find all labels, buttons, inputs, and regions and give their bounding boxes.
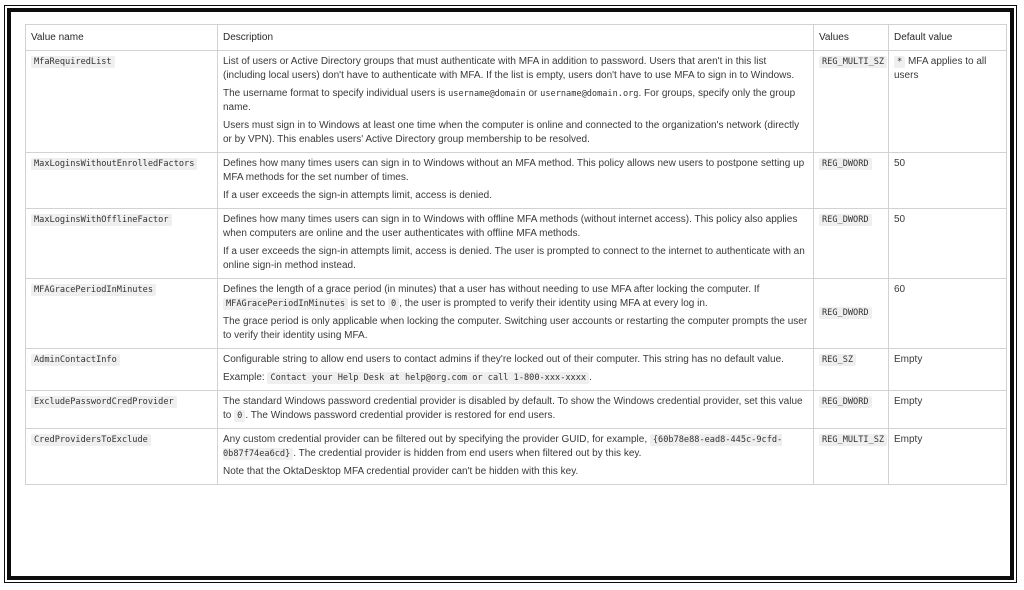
description-text: Users must sign in to Windows at least one time when the computer is online and connected to the organization's network (directly or by VPN). This enables users' Active Directory group membership to be resolved. (223, 120, 800, 145)
value-type-cell (814, 153, 889, 209)
value-type: REG_MULTI_SZ (819, 56, 887, 68)
description-text: List of users or Active Directory groups that must authenticate with MFA in addition to password. Users that aren't in this list (including local users) don't have to authenticate with MFA. If the list is empty, users don't have to use MFA to sign in to Windows. (223, 56, 795, 81)
default-value-cell (889, 349, 1007, 391)
header-value-name: Value name (26, 25, 218, 51)
header-description: Description (218, 25, 814, 51)
table-row (26, 279, 1007, 349)
default-value-code: * (894, 56, 905, 68)
value-type: REG_DWORD (819, 158, 872, 170)
description-text: Defines how many times users can sign in to Windows with offline MFA methods (without internet access). This policy also applies when computers are online and the user authenticates with offline MFA methods. (223, 214, 798, 239)
value-name-cell (26, 51, 218, 153)
default-value: 60 (894, 284, 906, 295)
value-name: MaxLoginsWithOfflineFactor (31, 214, 172, 226)
inline-code: 0 (388, 298, 399, 310)
table-row (26, 51, 1007, 153)
description-cell (218, 51, 814, 153)
default-value-cell (889, 51, 1007, 153)
description-text: The standard Windows password credential provider is disabled by default. To show the Windows credential provider, set this value to 0 . The Windows password credential provider is restored for end users. (223, 396, 803, 421)
inline-code: username@domain (448, 89, 526, 99)
value-name: ExcludePasswordCredProvider (31, 396, 177, 408)
description-cell (218, 209, 814, 279)
value-type-cell (814, 209, 889, 279)
value-name: MfaRequiredList (31, 56, 115, 68)
value-name-cell (26, 429, 218, 485)
table-row (26, 391, 1007, 429)
description-text: Example: Contact your Help Desk at help@org.com or call 1-800-xxx-xxxx . (223, 372, 592, 383)
default-value-cell (889, 429, 1007, 485)
description-text: Defines how many times users can sign in to Windows without an MFA method. This policy allows new users to postpone setting up MFA methods for the set number of times. (223, 158, 805, 183)
description-text: Defines the length of a grace period (in minutes) that a user has without needing to use MFA after locking the computer. If MFAGracePeriodInMinutes is set to 0 , the user is prompted to verify their identity using MFA at every log in. (223, 284, 760, 309)
description-cell (218, 279, 814, 349)
value-name-cell (26, 279, 218, 349)
table-row (26, 429, 1007, 485)
default-value: 50 (894, 158, 906, 169)
inline-code: username@domain.org (540, 89, 639, 99)
value-type: REG_MULTI_SZ (819, 434, 887, 446)
registry-values-table (25, 24, 1007, 485)
header-default-value: Default value (889, 25, 1007, 51)
inline-code: {60b78e88-ead8-445c-9cfd-0b87f74ea6cd} (223, 435, 783, 459)
description-text: Note that the OktaDesktop MFA credential provider can't be hidden with this key. (223, 466, 579, 477)
description-cell (218, 153, 814, 209)
description-text: The grace period is only applicable when locking the computer. Switching user accounts or restarting the computer prompts the user to verify their identity using MFA. (223, 316, 808, 341)
value-type: REG_SZ (819, 354, 856, 366)
table-row (26, 153, 1007, 209)
value-name-cell (26, 209, 218, 279)
value-type-cell (814, 349, 889, 391)
description-cell (218, 391, 814, 429)
description-cell (218, 429, 814, 485)
value-type-cell (814, 391, 889, 429)
default-value-cell (889, 391, 1007, 429)
value-name: MFAGracePeriodInMinutes (31, 284, 156, 296)
default-value: 50 (894, 214, 906, 225)
description-text: If a user exceeds the sign-in attempts limit, access is denied. The user is prompted to connect to the internet to authenticate with an online sign-in method instead. (223, 246, 805, 271)
value-name-cell (26, 349, 218, 391)
description-text: If a user exceeds the sign-in attempts limit, access is denied. (223, 190, 493, 201)
value-name: CredProvidersToExclude (31, 434, 151, 446)
table-header-row (26, 25, 1007, 51)
default-value-cell (889, 153, 1007, 209)
default-value-cell (889, 279, 1007, 349)
value-name-cell (26, 153, 218, 209)
value-type: REG_DWORD (819, 307, 872, 319)
value-name: MaxLoginsWithoutEnrolledFactors (31, 158, 197, 170)
description-text: Configurable string to allow end users to contact admins if they're locked out of their computer. This string has no default value. (223, 354, 784, 365)
value-type: REG_DWORD (819, 214, 872, 226)
default-value-cell (889, 209, 1007, 279)
inline-code: Contact your Help Desk at help@org.com or call 1-800-xxx-xxxx (267, 372, 589, 384)
value-type-cell (814, 279, 889, 349)
value-type-cell (814, 429, 889, 485)
document-frame (7, 8, 1014, 580)
value-name: AdminContactInfo (31, 354, 120, 366)
default-value: MFA applies to all users (894, 56, 987, 81)
inline-code: MFAGracePeriodInMinutes (223, 298, 348, 310)
description-text: Any custom credential provider can be filtered out by specifying the provider GUID, for example, {60b78e88-ead8-445c-9cfd-0b87f74ea6cd} . The credential provider is hidden from end users when filtered out by this key. (223, 434, 783, 459)
table-row (26, 349, 1007, 391)
description-cell (218, 349, 814, 391)
default-value: Empty (894, 396, 923, 407)
default-value: Empty (894, 434, 923, 445)
table-row (26, 209, 1007, 279)
default-value: Empty (894, 354, 923, 365)
description-text: The username format to specify individual users is username@domain or username@domain.org. For groups, specify only the group name. (223, 88, 796, 113)
value-name-cell (26, 391, 218, 429)
value-type-cell (814, 51, 889, 153)
value-type: REG_DWORD (819, 396, 872, 408)
header-values: Values (814, 25, 889, 51)
inline-code: 0 (234, 410, 245, 422)
